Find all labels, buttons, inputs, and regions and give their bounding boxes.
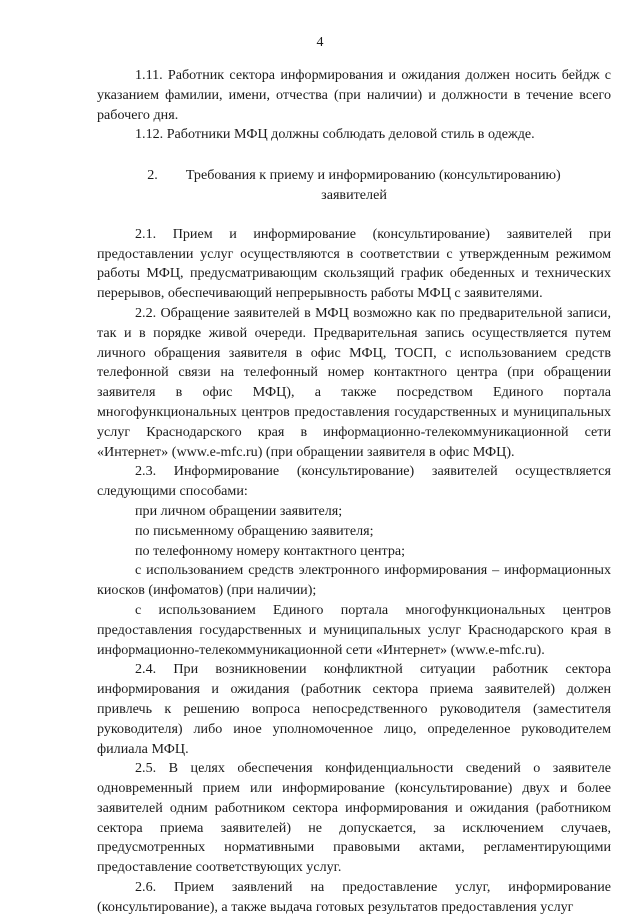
paragraph-1-11: 1.11. Работник сектора информирования и ожидания должен носить бейдж с указанием фамилии, имени, отчества (при наличии) и должности в течение всего рабочего дня.	[97, 67, 611, 123]
paragraph-2-3: 2.3. Информирование (консультирование) заявителей осуществляется следующими способами:	[97, 463, 611, 500]
section-heading	[97, 166, 611, 206]
paragraph-2-4: 2.4. При возникновении конфликтной ситуации работник сектора информирования и ожидания (работник сектора приема заявителей) должен привлечь к решению вопроса непосредственного руководителя (заместителя руководителя) либо иное уполномоченное лицо, определенное руководителем филиала МФЦ.	[97, 661, 611, 757]
list-item: по письменному обращению заявителя;	[135, 522, 374, 539]
section-title-line2: заявителей	[321, 186, 387, 203]
paragraph-2-6: 2.6. Прием заявлений на предоставление услуг, информирование (консультирование), а также выдача готовых результатов предоставления услуг	[97, 879, 611, 915]
paragraph-2-5: 2.5. В целях обеспечения конфиденциальности сведений о заявителе одновременный прием или информирование (консультирование) двух и более заявителей одним работником сектора информирования и ожидания (работником сектора приема заявителей) не допускается, за исключением случаев, предусмотренных нормативными правовыми актами, регламентирующими предоставление соответствующих услуг.	[97, 760, 611, 876]
paragraph-1-12: 1.12. Работники МФЦ должны соблюдать деловой стиль в одежде.	[135, 126, 535, 143]
document-body	[97, 66, 611, 918]
list-item-kiosk: с использованием средств электронного информирования – информационных киосков (инфоматов) (при наличии);	[97, 562, 611, 599]
list-item: при личном обращении заявителя;	[135, 502, 343, 519]
paragraph-2-1: 2.1. Прием и информирование (консультирование) заявителей при предоставлении услуг осуществляются в соответствии с утвержденным режимом работы МФЦ, предусматривающим скользящий график обеденных и технических перерывов, обеспечивающий непрерывность работы МФЦ с заявителями.	[97, 225, 611, 302]
list-item: по телефонному номеру контактного центра;	[135, 542, 406, 559]
paragraph-2-2: 2.2. Обращение заявителей в МФЦ возможно как по предварительной записи, так и в порядке живой очереди. Предварительная запись осуществляется путем личного обращения заявителя в офис МФЦ, ТОСП, с использованием средств телефонной связи на телефонный номер контактного центра (при обращении заявителя в офис МФЦ), а также посредством Единого портала многофункциональных центров предоставления государственных и муниципальных услуг Краснодарского края в информационно-телекоммуникационной сети «Интернет» (www.e-mfc.ru) (при обращении заявителя в офис МФЦ).	[97, 304, 611, 460]
list-item-portal: с использованием Единого портала многофункциональных центров предоставления государственных и муниципальных услуг Краснодарского края в информационно-телекоммуникационной сети «Интернет» (www.e-mfc.ru).	[97, 601, 611, 658]
section-number: 2.	[147, 167, 158, 184]
section-title-line1: Требования к приему и информированию (консультированию)	[185, 167, 561, 184]
page-number: 4	[316, 35, 324, 50]
